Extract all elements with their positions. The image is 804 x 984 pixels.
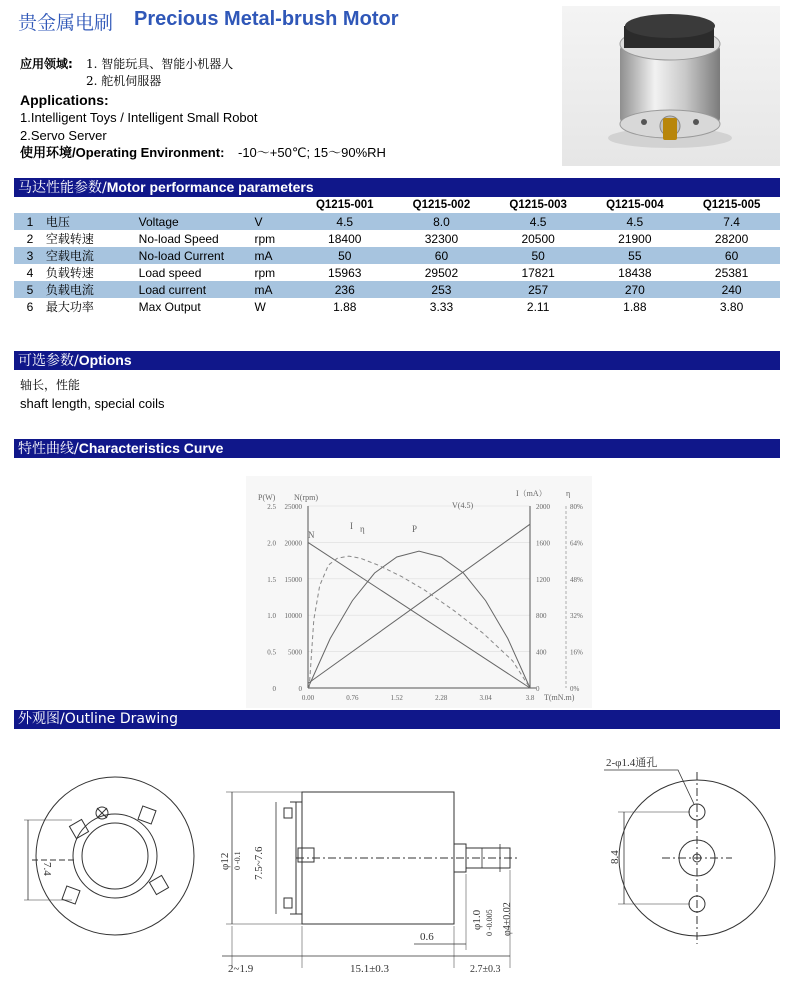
param-value: 3.33 xyxy=(429,299,454,314)
axis-label-n: N(rpm) xyxy=(294,493,318,502)
param-unit: mA xyxy=(255,281,297,298)
param-value: 18400 xyxy=(328,231,362,246)
tick-label-x: 0.00 xyxy=(301,694,315,702)
tick-label-n: 25000 xyxy=(284,503,302,511)
tick-label-i: 1600 xyxy=(536,539,550,548)
applications-en-item-1: 1.Intelligent Toys / Intelligent Small Robot xyxy=(20,110,258,125)
dim-body-length: 15.1±0.3 xyxy=(350,963,390,975)
dim-left-length: 2~1.9 xyxy=(228,963,254,975)
annotation-voltage: V(4.5) xyxy=(452,501,474,510)
model-header: Q1215-001 xyxy=(315,199,374,211)
tick-label-n: 0 xyxy=(298,685,302,693)
tick-label-eta: 0% xyxy=(570,685,580,693)
param-name-en: Load speed xyxy=(138,265,202,280)
dim-shaft-step: 0.6 xyxy=(420,931,434,943)
param-name-en: Load current xyxy=(139,281,255,298)
row-number: 1 xyxy=(14,213,46,230)
table-row xyxy=(14,298,780,315)
param-value: 4.5 xyxy=(296,213,393,230)
section-title-en: Motor performance parameters xyxy=(106,179,314,195)
section-title-cn: 可选参数/ xyxy=(18,353,79,369)
dim-shaft-length: 2.7±0.3 xyxy=(470,964,501,975)
tick-label-p: 0.5 xyxy=(267,648,276,657)
param-value: 17821 xyxy=(521,265,555,280)
param-name-cn: 电压 xyxy=(46,213,139,230)
motor-picture xyxy=(562,6,780,166)
tick-label-i: 1200 xyxy=(536,575,550,584)
side-view xyxy=(222,792,520,968)
row-number: 4 xyxy=(26,265,34,280)
product-photo xyxy=(562,6,780,166)
series-label-eta: η xyxy=(360,524,365,534)
param-value: 8.0 xyxy=(393,213,490,230)
table-row xyxy=(14,264,780,281)
tick-label-p: 1.0 xyxy=(267,612,276,621)
section-title-cn: 特性曲线/ xyxy=(18,441,79,457)
param-name-cn: 空载转速 xyxy=(45,232,94,246)
row-number: 6 xyxy=(26,299,34,314)
section-title-en: Characteristics Curve xyxy=(78,440,224,456)
table-row xyxy=(14,230,780,247)
outline-drawing xyxy=(0,740,804,984)
section-bar-performance xyxy=(14,178,780,197)
page-title-cn: 贵金属电刷 xyxy=(18,12,114,34)
section-bar-options xyxy=(14,351,780,370)
environment-value: -10～+50℃; 15～90%RH xyxy=(238,145,386,160)
end-view-left xyxy=(24,777,194,935)
row-number: 3 xyxy=(14,247,46,264)
model-header: Q1215-003 xyxy=(509,199,567,211)
param-unit: rpm xyxy=(254,231,276,246)
tick-label-eta: 64% xyxy=(570,539,583,548)
tick-label-x: 3.04 xyxy=(479,694,492,702)
param-value: 50 xyxy=(296,247,393,264)
table-row xyxy=(14,281,780,298)
characteristics-chart xyxy=(246,476,592,708)
dim-brush: 7.5~7.6 xyxy=(253,846,265,880)
tick-label-p: 2.0 xyxy=(267,539,276,548)
performance-table xyxy=(14,197,780,315)
param-value: 20500 xyxy=(521,231,555,246)
param-value: 1.88 xyxy=(333,299,357,314)
dim-holes: 2-φ1.4通孔 xyxy=(606,757,658,769)
param-value: 4.5 xyxy=(490,213,587,230)
model-header: Q1215-005 xyxy=(702,199,761,211)
series-label-P: P xyxy=(412,524,418,534)
param-value: 55 xyxy=(587,247,684,264)
param-value: 18438 xyxy=(618,265,652,280)
param-value: 25381 xyxy=(714,265,749,280)
tick-label-p: 0 xyxy=(272,685,276,693)
dim-shaft-tolerance: 0 -0.005 xyxy=(485,909,494,936)
param-unit: mA xyxy=(255,247,297,264)
tick-label-eta: 80% xyxy=(570,503,583,511)
param-value: 2.11 xyxy=(526,299,550,314)
table-row xyxy=(14,247,780,264)
tick-label-eta: 16% xyxy=(570,648,583,657)
environment-label: 使用环境/Operating Environment: xyxy=(20,145,225,160)
row-number: 5 xyxy=(14,281,46,298)
end-view-right xyxy=(604,770,775,944)
page-title-en: Precious Metal-brush Motor xyxy=(134,8,399,30)
param-value: 253 xyxy=(393,281,490,298)
param-unit: V xyxy=(255,213,297,230)
tick-label-x: 3.8 xyxy=(525,694,535,702)
tick-label-i: 400 xyxy=(536,648,547,657)
section-title-en: Outline Drawing xyxy=(64,711,179,727)
param-name-en: Voltage xyxy=(139,213,255,230)
param-unit: rpm xyxy=(254,265,276,280)
param-name-cn: 空载电流 xyxy=(46,247,139,264)
param-name-en: Max Output xyxy=(138,299,201,314)
dim-body-tolerance: 0 -0.1 xyxy=(233,851,242,870)
tick-label-p: 1.5 xyxy=(267,575,276,584)
param-value: 60 xyxy=(683,247,780,264)
param-name-en: No-load Current xyxy=(139,247,255,264)
axis-label-i: I（mA） xyxy=(516,489,547,498)
tick-label-eta: 32% xyxy=(570,612,583,621)
param-value: 50 xyxy=(490,247,587,264)
model-header: Q1215-004 xyxy=(606,199,664,211)
dim-left-width: 7.4 xyxy=(41,862,53,876)
tick-label-n: 20000 xyxy=(284,539,302,548)
tick-label-n: 10000 xyxy=(284,612,302,621)
tick-label-p: 2.5 xyxy=(267,503,276,511)
param-value: 28200 xyxy=(714,231,749,246)
param-value: 240 xyxy=(683,281,780,298)
section-title-cn: 马达性能参数/ xyxy=(18,180,107,196)
param-value: 7.4 xyxy=(683,213,780,230)
section-title-en: Options xyxy=(78,352,132,368)
table-header-row xyxy=(14,197,780,213)
param-name-cn: 负载转速 xyxy=(45,266,94,280)
tick-label-x: 0.76 xyxy=(346,694,359,702)
tick-label-i: 0 xyxy=(536,685,540,693)
series-label-N: N xyxy=(308,530,315,540)
tick-label-n: 15000 xyxy=(284,575,302,584)
section-title-cn: 外观图/ xyxy=(18,711,65,727)
options-en: shaft length, special coils xyxy=(20,396,165,411)
param-value: 3.80 xyxy=(719,299,744,314)
section-bar-curve xyxy=(14,439,780,458)
table-row xyxy=(14,213,780,230)
tick-label-n: 5000 xyxy=(288,648,302,657)
param-value: 270 xyxy=(587,281,684,298)
param-name-cn: 负载电流 xyxy=(46,281,139,298)
param-unit: W xyxy=(254,299,266,314)
param-value: 32300 xyxy=(424,231,459,246)
param-value: 4.5 xyxy=(587,213,684,230)
dim-hole-distance: 8.4 xyxy=(609,850,621,864)
applications-cn-item-2: 2. 舵机伺服器 xyxy=(86,74,162,88)
param-value: 1.88 xyxy=(623,299,647,314)
axis-label-eta: η xyxy=(566,489,571,498)
row-number: 2 xyxy=(26,231,34,246)
dim-shaft-diameter: φ1.0 xyxy=(471,909,483,930)
axis-label-p: P(W) xyxy=(258,493,276,502)
param-name-cn: 最大功率 xyxy=(45,300,94,314)
tick-label-x: 2.28 xyxy=(435,694,448,702)
dim-boss-diameter: φ4±0.02 xyxy=(502,902,513,936)
param-value: 21900 xyxy=(618,231,652,246)
model-header: Q1215-002 xyxy=(412,199,471,211)
param-value: 257 xyxy=(490,281,587,298)
param-value: 15963 xyxy=(328,265,362,280)
param-value: 60 xyxy=(393,247,490,264)
series-label-I: I xyxy=(350,521,353,531)
axis-label-x: T(mN.m) xyxy=(544,693,575,702)
options-cn: 轴长，性能 xyxy=(20,378,81,392)
param-value: 236 xyxy=(296,281,393,298)
param-name-en: No-load Speed xyxy=(138,231,219,246)
applications-cn-label: 应用领域: xyxy=(20,57,73,71)
tick-label-i: 800 xyxy=(536,612,547,621)
applications-en-item-2: 2.Servo Server xyxy=(20,128,107,143)
applications-en-label: Applications: xyxy=(20,92,109,108)
section-bar-outline xyxy=(14,710,780,729)
param-value: 29502 xyxy=(424,265,459,280)
tick-label-x: 1.52 xyxy=(390,694,403,702)
applications-cn-item-1: 1. 智能玩具、智能小机器人 xyxy=(86,57,234,71)
dim-body-diameter: φ12 xyxy=(219,852,231,870)
tick-label-eta: 48% xyxy=(570,575,583,584)
tick-label-i: 2000 xyxy=(536,503,550,511)
